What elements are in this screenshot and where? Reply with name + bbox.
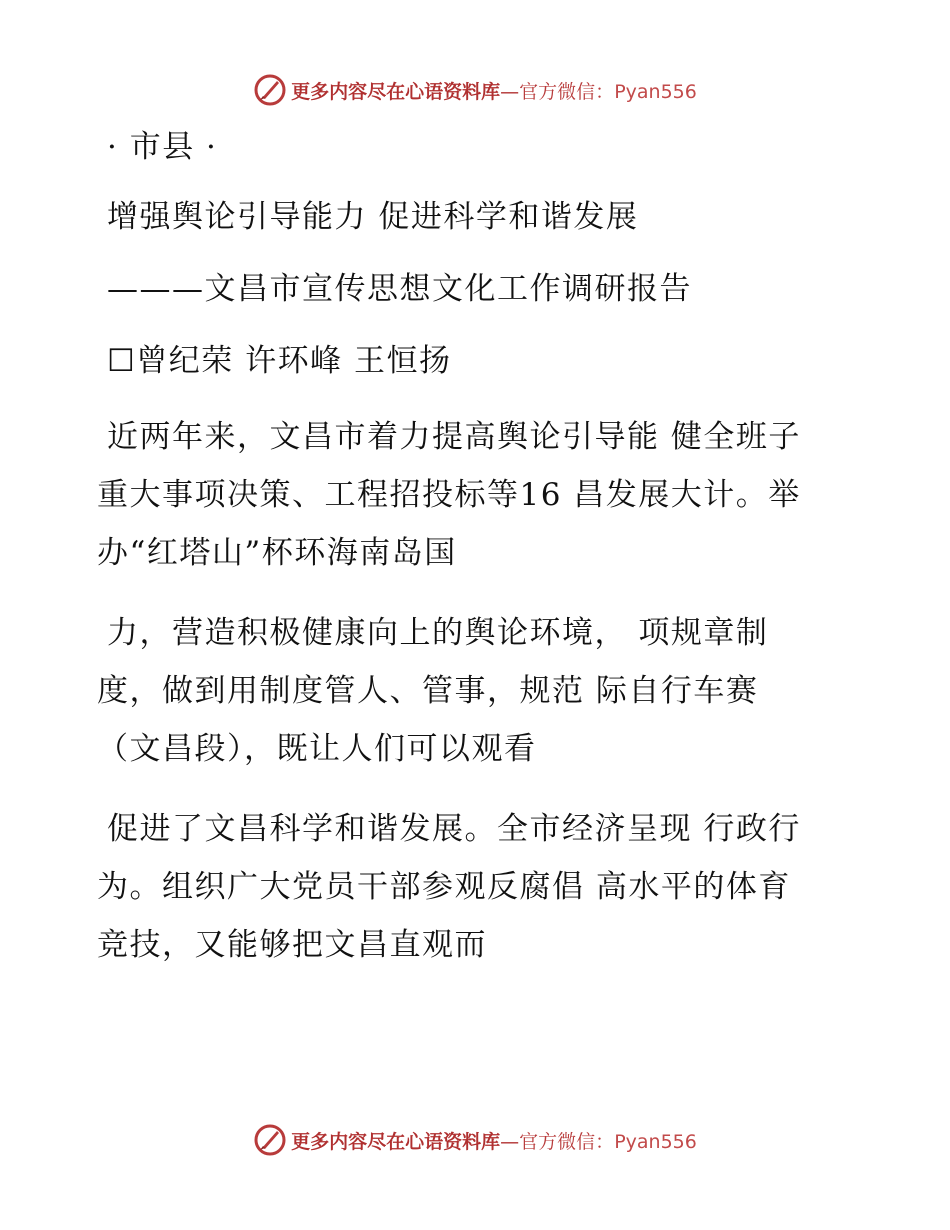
header-watermark <box>0 70 950 110</box>
watermark-wechat-id: Pyan556 <box>614 1130 697 1153</box>
article-title: 增强舆论引导能力 促进科学和谐发展 <box>107 199 639 235</box>
article-subtitle: ———文昌市宣传思想文化工作调研报告 <box>107 271 692 307</box>
paragraph-line: 竞技，又能够把文昌直观而 <box>97 927 487 963</box>
watermark-brand: 更多内容尽在心语资料库 <box>291 1130 501 1153</box>
watermark-group <box>253 1123 697 1157</box>
watermark-official-label: 官方微信： <box>519 80 615 103</box>
watermark-text <box>291 77 697 104</box>
watermark-group <box>253 73 697 107</box>
watermark-wechat-id: Pyan556 <box>614 80 697 103</box>
section-tag: · 市县 · <box>107 129 218 165</box>
paragraph-line: 促进了文昌科学和谐发展。全市经济呈现 行政行 <box>107 811 801 847</box>
paragraph-line: 力，营造积极健康向上的舆论环境， 项规章制 <box>107 615 769 651</box>
article-authors: ☐曾纪荣 许环峰 王恒扬 <box>107 343 452 379</box>
paragraph-line: 为。组织广大党员干部参观反腐倡 高水平的体育 <box>97 869 791 905</box>
paragraph-line: （文昌段），既让人们可以观看 <box>97 731 537 767</box>
paragraph-3 <box>97 800 857 974</box>
footer-watermark <box>0 1120 950 1160</box>
quill-logo-icon <box>253 73 287 107</box>
watermark-brand: 更多内容尽在心语资料库 <box>291 80 501 103</box>
document-body <box>97 122 857 974</box>
paragraph-line: 重大事项决策、工程招投标等16 昌发展大计。举 <box>97 477 801 513</box>
paragraph-line: 度，做到用制度管人、管事，规范 际自行车赛 <box>97 673 759 709</box>
watermark-official-label: 官方微信： <box>519 1130 615 1153</box>
paragraph-line: 办“红塔山”杯环海南岛国 <box>97 535 457 571</box>
watermark-text <box>291 1127 697 1154</box>
watermark-separator: — <box>500 1130 520 1153</box>
watermark-separator: — <box>500 80 520 103</box>
paragraph-1 <box>97 408 857 582</box>
paragraph-line: 近两年来，文昌市着力提高舆论引导能 健全班子 <box>107 419 801 455</box>
paragraph-2 <box>97 604 857 778</box>
quill-logo-icon <box>253 1123 287 1157</box>
